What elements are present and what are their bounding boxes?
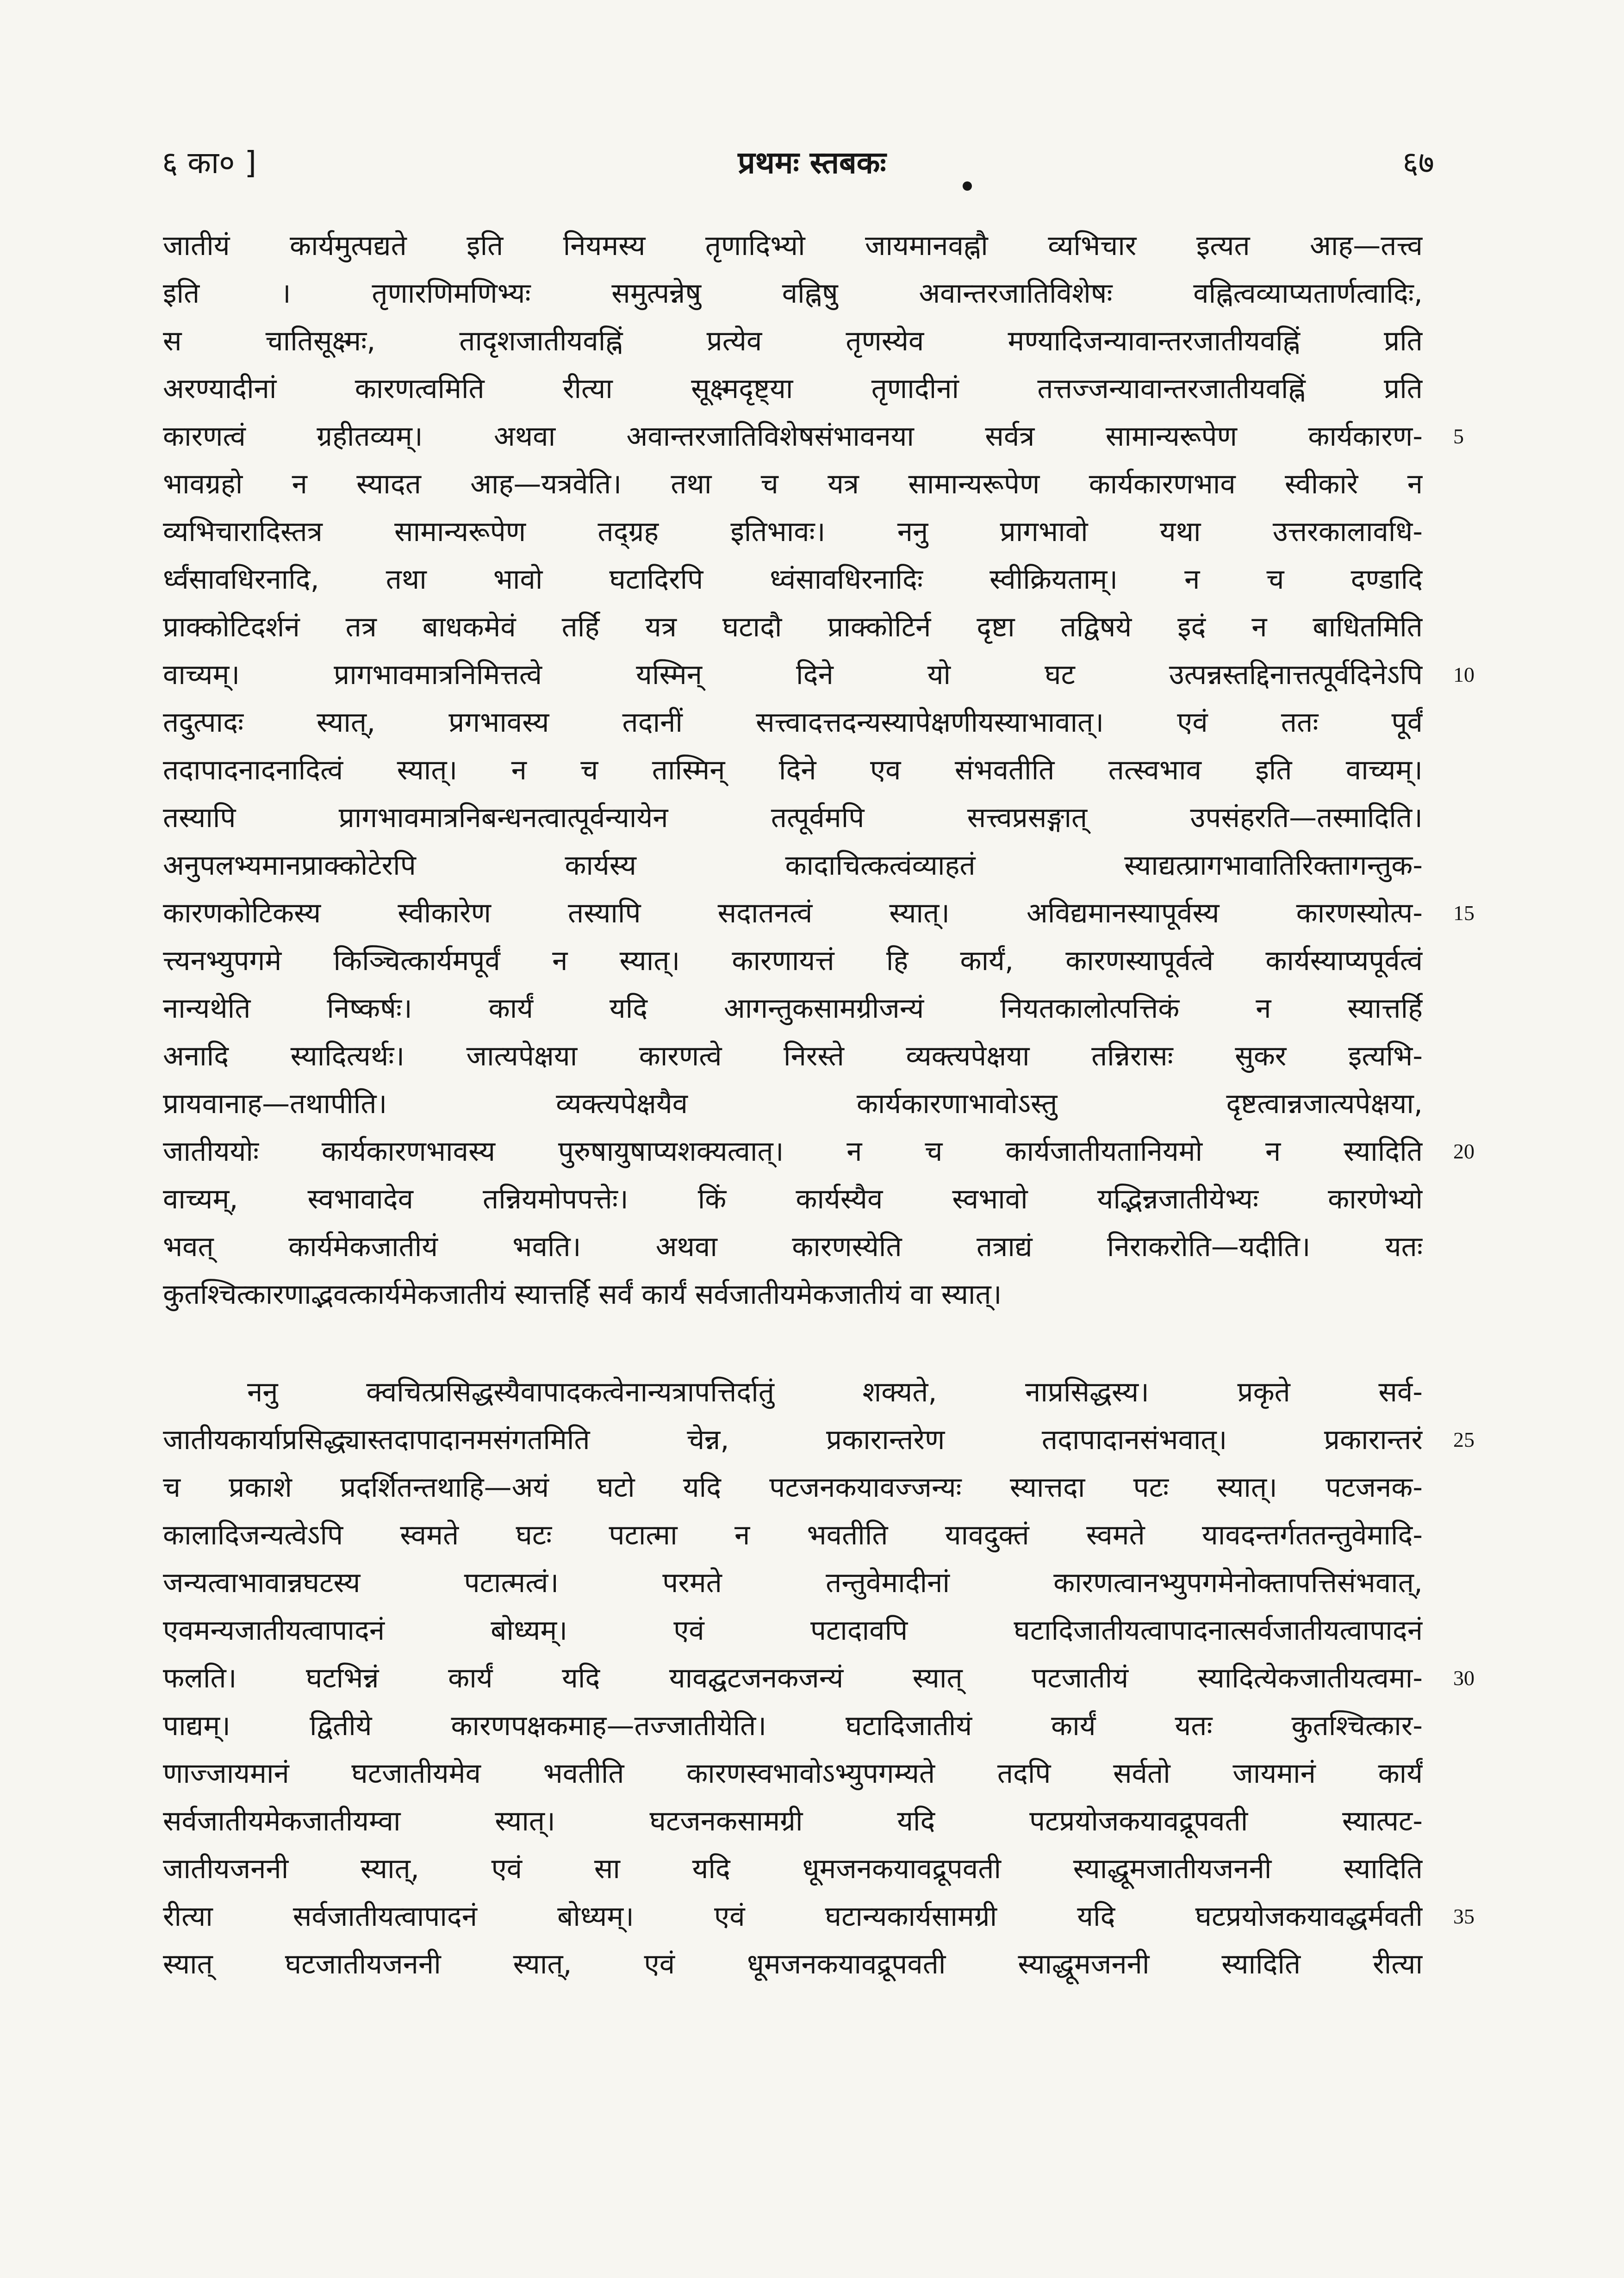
text-line: जन्यत्वाभावान्नघटस्य पटात्मत्वं। परमते तन्तुवेमादीनां कारणत्वानभ्युपगमेनोक्तापत्तिसंभवात्, (163, 1567, 1423, 1599)
text-line: वाच्यम्, स्वभावादेव तन्नियमोपपत्तेः। किं कार्यस्यैव स्वभावो यद्भिन्नजातीयेभ्यः कारणेभ्यो (163, 1183, 1423, 1215)
line-number: 25 (1453, 1428, 1475, 1451)
text-line: फलति। घटभिन्नं कार्यं यदि यावद्घटजनकजन्यं स्यात् पटजातीयं स्यादित्येकजातीयत्वमा- (163, 1662, 1423, 1694)
page-number: ६७ (1402, 145, 1434, 180)
text-line: तदुत्पादः स्यात्, प्रगभावस्य तदानीं सत्त्वादत्तदन्यस्यापेक्षणीयस्याभावात्। एवं ततः पूर्वं (163, 706, 1423, 739)
text-line: अरण्यादीनां कारणत्वमिति रीत्या सूक्ष्मदृष्ट्या तृणादीनां तत्तज्जन्यावान्तरजातीयवह्निं प्रति (163, 373, 1423, 405)
line-number: 10 (1453, 663, 1475, 686)
text-line: जातीययोः कार्यकारणभावस्य पुरुषायुषाप्यशक्यत्वात्। न च कार्यजातीयतानियमो न स्यादिति (163, 1135, 1423, 1168)
running-title: प्रथमः स्तबकः (738, 145, 886, 180)
text-line: प्रायवानाह—तथापीति। व्यक्त्यपेक्षयैव कार्यकारणाभावोऽस्तु दृष्टत्वान्नजात्यपेक्षया, (163, 1088, 1423, 1120)
text-line: कारणत्वं ग्रहीतव्यम्। अथवा अवान्तरजातिविशेषसंभावनया सर्वत्र सामान्यरूपेण कार्यकारण- (163, 420, 1423, 453)
line-number: 5 (1453, 424, 1464, 448)
text-line: भावग्रहो न स्यादत आह—यत्रवेति। तथा च यत्र सामान्यरूपेण कार्यकारणभाव स्वीकारे न (163, 468, 1423, 500)
text-line: कालादिजन्यत्वेऽपि स्वमते घटः पटात्मा न भवतीति यावदुक्तं स्वमते यावदन्तर्गततन्तुवेमादि- (163, 1519, 1423, 1551)
text-line: जातीयजननी स्यात्, एवं सा यदि धूमजनकयावद्रूपवती स्याद्धूमजातीयजननी स्यादिति (163, 1853, 1423, 1885)
text-line: कारणकोटिकस्य स्वीकारेण तस्यापि सदातनत्वं स्यात्। अविद्यमानस्यापूर्वस्य कारणस्योत्प- (163, 897, 1423, 929)
text-line: रीत्या सर्वजातीयत्वापादनं बोध्यम्। एवं घटान्यकार्यसामग्री यदि घटप्रयोजकयावद्धर्मवती (163, 1900, 1423, 1933)
text-line: र्ध्वंसावधिरनादि, तथा भावो घटादिरपि ध्वंसावधिरनादिः स्वीक्रियताम्। न च दण्डादि (163, 563, 1423, 596)
text-line: ननु क्वचित्प्रसिद्धस्यैवापादकत्वेनान्यत्रापत्तिर्दातुं शक्यते, नाप्रसिद्धस्य। प्रकृते सर्व- (247, 1376, 1423, 1408)
text-line: नान्यथेति निष्कर्षः। कार्यं यदि आगन्तुकसामग्रीजन्यं नियतकालोत्पत्तिकं न स्यात्तर्हि (163, 992, 1423, 1025)
text-line: व्यभिचारादिस्तत्र सामान्यरूपेण तद्ग्रह इतिभावः। ननु प्रागभावो यथा उत्तरकालावधि- (163, 516, 1423, 548)
text-line: एवमन्यजातीयत्वापादनं बोध्यम्। एवं पटादावपि घटादिजातीयत्वापादनात्सर्वजातीयत्वापादनं (163, 1614, 1423, 1647)
text-line: णाज्जायमानं घटजातीयमेव भवतीति कारणस्वभावोऽभ्युपगम्यते तदपि सर्वतो जायमानं कार्यं (163, 1757, 1423, 1790)
line-number: 30 (1453, 1666, 1475, 1690)
text-line: अनुपलभ्यमानप्राक्कोटेरपि कार्यस्य कादाचित्कत्वंव्याहतं स्याद्यत्प्रागभावातिरिक्तागन्तुक- (163, 849, 1423, 882)
text-line: अनादि स्यादित्यर्थः। जात्यपेक्षया कारणत्वे निरस्ते व्यक्त्यपेक्षया तन्निरासः सुकर इत्यभि- (163, 1040, 1423, 1072)
text-line: च प्रकाशे प्रदर्शितन्तथाहि—अयं घटो यदि पटजनकयावज्जन्यः स्यात्तदा पटः स्यात्। पटजनक- (163, 1471, 1423, 1504)
text-line: पाद्यम्। द्वितीये कारणपक्षकमाह—तज्जातीयेति। घटादिजातीयं कार्यं यतः कुतश्चित्कार- (163, 1710, 1423, 1742)
text-line: भवत् कार्यमेकजातीयं भवति। अथवा कारणस्येति तत्राद्यं निराकरोति—यदीति। यतः (163, 1231, 1423, 1263)
text-line: वाच्यम्। प्रागभावमात्रनिमित्तत्वे यस्मिन् दिने यो घट उत्पन्नस्तद्दिनात्तत्पूर्वदिनेऽपि (163, 659, 1423, 691)
text-line: तदापादनादनादित्वं स्यात्। न च तास्मिन् दिने एव संभवतीति तत्स्वभाव इति वाच्यम्। (163, 754, 1423, 786)
text-line: जातीयं कार्यमुत्पद्यते इति नियमस्य तृणादिभ्यो जायमानवह्नौ व्यभिचार इत्यत आह—तत्त्व (163, 230, 1423, 262)
line-number: 35 (1453, 1905, 1475, 1928)
text-line: त्त्यनभ्युपगमे किञ्चित्कार्यमपूर्वं न स्यात्। कारणायत्तं हि कार्यं, कारणस्यापूर्वत्वे कार्यस्याप्यपूर्वत्वं (163, 945, 1423, 977)
page-section-label: ६ का० ] (162, 145, 257, 180)
text-line: स्यात् घटजातीयजननी स्यात्, एवं धूमजनकयावद्रूपवती स्याद्धूमजननी स्यादिति रीत्या (163, 1948, 1423, 1980)
line-number: 20 (1453, 1139, 1475, 1163)
text-line: जातीयकार्याप्रसिद्ध्यास्तदापादानमसंगतमिति चेन्न, प्रकारान्तरेण तदापादानसंभवात्। प्रकारान्तरं (163, 1424, 1423, 1456)
text-line: इति । तृणारणिमणिभ्यः समुत्पन्नेषु वह्निषु अवान्तरजातिविशेषः वह्नित्वव्याप्यतार्णत्वादिः, (163, 277, 1423, 310)
text-line: स चातिसूक्ष्मः, तादृशजातीयवह्निं प्रत्येव तृणस्येव मण्यादिजन्यावान्तरजातीयवह्निं प्रति (163, 325, 1423, 357)
ink-dot (963, 181, 972, 191)
text-line: सर्वजातीयमेकजातीयम्वा स्यात्। घटजनकसामग्री यदि पटप्रयोजकयावद्रूपवती स्यात्पट- (163, 1805, 1423, 1837)
text-line: तस्यापि प्रागभावमात्रनिबन्धनत्वात्पूर्वन्यायेन तत्पूर्वमपि सत्त्वप्रसङ्गात् उपसंहरति—तस्मादिति। (163, 802, 1423, 834)
text-line: प्राक्कोटिदर्शनं तत्र बाधकमेवं तर्हि यत्र घटादौ प्राक्कोटिर्न दृष्टा तद्विषये इदं न बाधितमिति (163, 611, 1423, 643)
text-line: कुतश्चित्कारणाद्भवत्कार्यमेकजातीयं स्यात्तर्हि सर्वं कार्यं सर्वजातीयमेकजातीयं वा स्यात्। (163, 1278, 1002, 1311)
line-number: 15 (1453, 901, 1475, 925)
